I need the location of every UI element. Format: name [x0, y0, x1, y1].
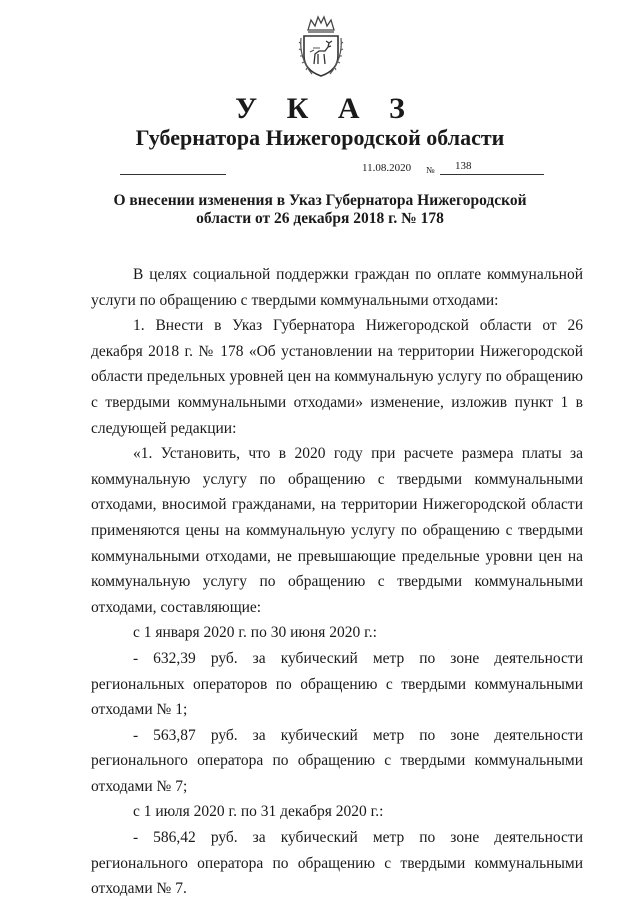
paragraph-period-1: с 1 января 2020 г. по 30 июня 2020 г.: — [133, 624, 377, 642]
document-type-title: У К А З — [235, 92, 416, 125]
number-label: № — [426, 165, 435, 175]
paragraph-preamble: В целях социальной поддержки граждан по оплате коммунальной услуги по обращению с твердыми коммунальными отходами: — [91, 266, 583, 309]
document-date: 11.08.2020 — [362, 162, 412, 174]
document-heading — [100, 192, 540, 228]
document-body — [91, 262, 583, 902]
paragraph-new-item-1: «1. Установить, что в 2020 году при расчете размера платы за коммунальную услугу по обращению с твердыми коммунальными отходами, вносимой гражданами, на территории Нижегородской области применяются цены на коммунальную услугу по обращению с твердыми коммунальными отходами, не превышающие предельные уровни цен на коммунальную услугу по обращению с твердыми коммунальными отходами, составляющие: — [91, 445, 583, 616]
issuer-title: Губернатора Нижегородской области — [135, 125, 505, 150]
paragraph-price-zone-7-second-half: - 586,42 руб. за кубический метр по зоне деятельности регионального оператора по обращению с твердыми коммунальными отходами № 7. — [91, 829, 583, 898]
paragraph-price-zone-1: - 632,39 руб. за кубический метр по зоне деятельности региональных операторов по обращению с твердыми коммунальными отходами № 1; — [91, 649, 583, 719]
paragraph-item-1: 1. Внести в Указ Губернатора Нижегородской области от 26 декабря 2018 г. № 178 «Об установлении на территории Нижегородской области предельных уровней цен на коммунальную услугу по обращению с твердыми коммунальными отходами» изменение, изложив пункт 1 в следующей редакции: — [91, 317, 583, 437]
signature-line-left — [120, 174, 226, 175]
paragraph-period-2: с 1 июля 2020 г. по 31 декабря 2020 г.: — [133, 803, 384, 821]
paragraph-price-zone-7: - 563,87 руб. за кубический метр по зоне деятельности регионального оператора по обращению с твердыми коммунальными отходами № 7; — [91, 726, 583, 795]
document-number: 138 — [455, 160, 472, 172]
heading-line-1: О внесении изменения в Указ Губернатора Нижегородской — [113, 192, 527, 209]
heading-line-2: области от 26 декабря 2018 г. № 178 — [196, 210, 444, 227]
coat-of-arms-icon — [298, 14, 344, 80]
number-underline — [440, 174, 544, 175]
